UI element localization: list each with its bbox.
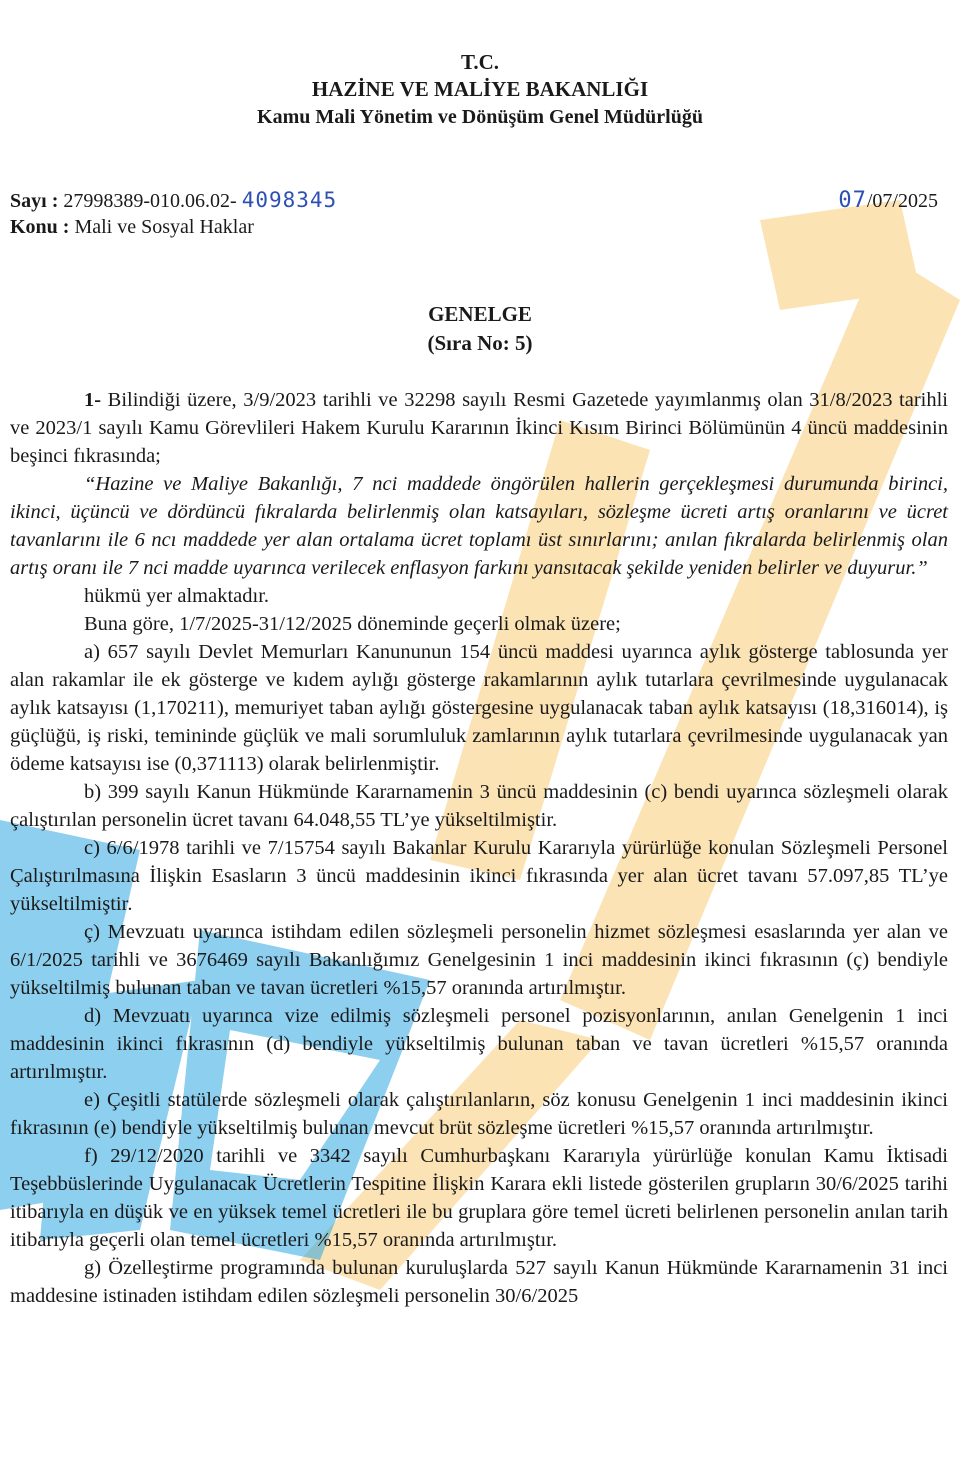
paragraph-1-number: 1- bbox=[84, 389, 102, 411]
item-b: b) 399 sayılı Kanun Hükmünde Kararnamenin 3 üncü maddesinin (c) bendi uyarınca sözleşmeli olarak çalıştırılan personelin ücret tavanı 64.048,55 TL’ye yükseltilmiştir. bbox=[10, 781, 948, 831]
paragraph-1-text: Bilindiği üzere, 3/9/2023 tarihli ve 32298 sayılı Resmi Gazetede yayımlanmış olan 31/8/2023 tarihli ve 2023/1 sayılı Kamu Görevlileri Hakem Kurulu Kararının İkinci Kısım Birinci Bölümünün 4 üncü maddesinin beşinci fıkrasında; bbox=[10, 389, 948, 467]
quoted-provision: “Hazine ve Maliye Bakanlığı, 7 nci maddede öngörülen hallerin gerçekleşmesi durumunda birinci, ikinci, üçüncü ve dördüncü fıkralarda belirlenmiş olan katsayıları, sözleşme ücreti artış oranlarını ve ücret tavanlarını ile 6 ncı maddede yer alan ortalama ücret toplamı üst sınırlarını; anılan fıkralarda belirlenmiş olan artış oranı ile 7 nci madde uyarınca verilecek enflasyon farkını yansıtacak şekilde yeniden belirler ve duyurur.” bbox=[10, 473, 948, 579]
item-c-cedilla: ç) Mevzuatı uyarınca istihdam edilen sözleşmeli personelin hizmet sözleşmesi esaslarında yer alan ve 6/1/2025 tarihli ve 3676469 sayılı Bakanlığımız Genelgesinin 1 inci maddesinin ikinci fıkrasının (ç) bendiyle yükseltilmiş bulunan taban ve tavan ücretleri %15,57 oranında artırılmıştır. bbox=[10, 921, 948, 999]
item-d: d) Mevzuatı uyarınca vize edilmiş sözleşmeli personel pozisyonlarının, anılan Genelgenin 1 inci maddesinin ikinci fıkrasının (d) bendiyle yükseltilmiş bulunan taban ve tavan ücretleri %15,57 oranında artırılmıştır. bbox=[10, 1005, 948, 1083]
paragraph-buna-gore: Buna göre, 1/7/2025-31/12/2025 döneminde geçerli olmak üzere; bbox=[84, 613, 621, 635]
item-c: c) 6/6/1978 tarihli ve 7/15754 sayılı Bakanlar Kurulu Kararıyla yürürlüğe konulan Sözleşmeli Personel Çalıştırılmasına İlişkin Esasların 3 üncü maddesinin ikinci fıkrasında yer alan ücret tavanı 57.097,85 TL’ye yükseltilmiştir. bbox=[10, 837, 948, 915]
subject-line bbox=[10, 216, 254, 239]
sayi-separator: : bbox=[46, 190, 64, 212]
document-body bbox=[10, 386, 948, 1310]
header-tc: T.C. bbox=[460, 50, 500, 74]
date-day-handwritten: 07 bbox=[838, 188, 867, 213]
reference-number bbox=[10, 188, 337, 213]
sayi-value: 27998389-010.06.02- bbox=[63, 190, 237, 212]
header-ministry: HAZİNE VE MALİYE BAKANLIĞI bbox=[311, 77, 649, 101]
header-directorate: Kamu Mali Yönetim ve Dönüşüm Genel Müdürlüğü bbox=[257, 106, 703, 128]
document-date bbox=[838, 188, 938, 213]
item-f: f) 29/12/2020 tarihli ve 3342 sayılı Cumhurbaşkanı Kararıyla yürürlüğe konulan Kamu İktisadi Teşebbüslerinde Uygulanacak Ücretlerin Tespitine İlişkin Karara ekli listede gösterilen grupların 30/6/2025 tarihi itibarıyla en düşük ve en yüksek temel ücretleri ile bu gruplara göre temel ücreti belirlenen personelin anılan tarih itibarıyla geçerli olan temel ücretleri %15,57 oranında artırılmıştır. bbox=[10, 1145, 948, 1251]
item-e: e) Çeşitli statülerde sözleşmeli olarak çalıştırılanların, söz konusu Genelgenin 1 inci maddesinin ikinci fıkrasının (e) bendiyle yükseltilmiş bulunan mevcut brüt sözleşme ücretleri %15,57 oranında artırılmıştır. bbox=[10, 1089, 948, 1139]
item-g: g) Özelleştirme programında bulunan kuruluşlarda 527 sayılı Kanun Hükmünde Kararnamenin 31 inci maddesine istinaden istihdam edilen sözleşmeli personelin 30/6/2025 bbox=[10, 1257, 948, 1307]
handwritten-number: 4098345 bbox=[241, 188, 338, 212]
konu-label: Konu : bbox=[10, 216, 70, 238]
paragraph-hukmu: hükmü yer almaktadır. bbox=[84, 585, 270, 607]
item-a: a) 657 sayılı Devlet Memurları Kanununun 154 üncü maddesi uyarınca aylık gösterge tablosunda yer alan rakamlar ile ek gösterge ve kıdem aylığı gösterge rakamlarının aylık tutarlara çevrilmesinde uygulanacak aylık katsayısı (1,170211), memuriyet taban aylığı göstergesine uygulanacak taban aylık katsayısı (18,316014), iş güçlüğü, iş riski, temininde güçlük ve mali sorumluluk zamlarının aylık tutarlara çevrilmesinde uygulanacak yan ödeme katsayısı ise (0,371113) olarak belirlenmiştir. bbox=[10, 641, 948, 775]
date-rest: /07/2025 bbox=[866, 190, 938, 212]
document-title: GENELGE bbox=[428, 302, 532, 326]
sayi-label: Sayı bbox=[10, 190, 47, 212]
konu-value: Mali ve Sosyal Haklar bbox=[69, 216, 254, 238]
paragraph-1 bbox=[10, 386, 948, 470]
document-sequence: (Sıra No: 5) bbox=[427, 331, 533, 355]
